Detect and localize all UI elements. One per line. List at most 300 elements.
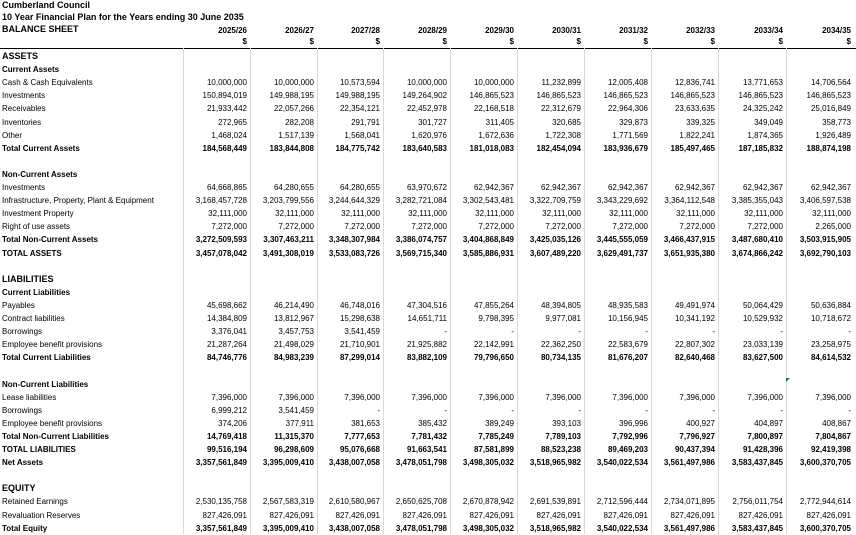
row-value: 1,722,308 [545,130,581,140]
row-value: 3,533,083,726 [328,248,380,258]
row-value: 15,298,638 [339,314,380,323]
table-row [0,325,856,338]
row-value: 374,206 [218,418,247,428]
table-row [0,509,856,522]
row-value: 22,057,266 [273,104,314,114]
row-value: 1,620,976 [411,130,447,140]
year-header: 2026/27 [285,26,314,35]
row-value: 1,874,365 [747,130,783,140]
row-value: 87,581,899 [473,445,514,454]
row-value: 7,396,000 [211,392,247,402]
table-row [0,495,856,508]
row-value: 25,016,849 [810,104,851,114]
row-value: 1,926,489 [815,130,851,140]
row-value: 88,523,238 [540,445,581,454]
table-row [0,286,856,299]
table-row [0,469,856,482]
row-value: 22,964,306 [607,104,648,114]
currency-header: $ [710,37,715,46]
table-row [0,456,856,469]
row-value: 3,561,497,986 [663,458,715,468]
row-value: 3,518,965,982 [529,523,581,533]
row-label: Receivables [2,104,46,114]
row-value: - [578,327,581,337]
row-value: 827,426,091 [603,510,648,520]
row-value: 3,692,790,103 [799,248,851,258]
row-label: Employee benefit provisions [2,340,103,350]
row-value: 3,561,497,986 [663,523,715,533]
row-value: 22,362,250 [540,340,581,350]
row-value: 89,469,203 [607,445,648,454]
row-value: 272,965 [218,117,247,127]
row-label: Investments [2,91,46,101]
currency-header: $ [375,37,380,46]
row-value: 182,454,094 [536,143,581,153]
row-value: 7,272,000 [344,222,380,232]
row-value: 10,718,672 [810,314,851,323]
row-value: 2,670,878,942 [462,497,514,507]
row-value: 404,897 [754,418,783,428]
table-row [0,207,856,220]
row-value: 2,530,135,758 [195,497,247,507]
row-value: 3,491,308,019 [262,248,314,258]
currency-header: $ [242,37,247,46]
row-value: 149,264,902 [402,91,447,101]
row-value: 7,272,000 [278,222,314,232]
row-value: 63,970,672 [406,183,447,192]
row-value: 48,394,805 [540,300,581,310]
row-value: 22,312,679 [540,104,581,114]
row-value: 22,452,978 [406,104,447,114]
row-value: - [578,405,581,415]
row-value: 62,942,367 [540,183,581,192]
row-value: 7,777,653 [344,431,380,441]
row-value: 83,627,500 [742,353,783,363]
row-value: 81,676,207 [607,353,648,363]
row-value: 3,540,022,534 [596,458,648,468]
table-row [0,116,856,129]
row-value: 2,610,580,967 [328,497,380,507]
table-row [0,233,856,246]
row-label: Infrastructure, Property, Plant & Equipment [2,196,154,206]
row-value: 95,076,668 [339,445,380,454]
row-value: 62,942,367 [810,183,851,192]
row-value: 311,405 [485,117,514,127]
table-row [0,378,856,391]
row-value: 3,498,305,032 [462,523,514,533]
row-value: 358,773 [822,117,851,127]
currency-header: $ [576,37,581,46]
row-value: 62,942,367 [607,183,648,192]
row-value: 187,185,832 [738,143,783,153]
row-value: 3,357,561,849 [195,458,247,468]
row-value: 7,396,000 [344,392,380,402]
row-value: 320,685 [552,117,581,127]
row-value: 21,710,901 [339,340,380,350]
row-value: 13,771,653 [742,78,783,88]
row-label: Total Current Assets [2,143,80,153]
row-value: 64,280,655 [273,183,314,192]
row-value: 79,796,650 [473,353,514,363]
row-value: - [780,327,783,337]
row-value: 21,287,264 [206,340,247,350]
row-value: 3,406,597,538 [799,196,851,206]
row-value: 146,865,523 [806,91,851,101]
row-label: Employee benefit provisions [2,418,103,428]
row-value: 14,769,418 [206,431,247,441]
row-value: 32,111,000 [676,209,715,219]
row-label: Lease liabilities [2,392,57,402]
row-value: 11,232,899 [541,78,581,88]
row-value: 827,426,091 [269,510,314,520]
row-value: 183,936,679 [603,143,648,153]
currency-header: $ [643,37,648,46]
row-value: 385,432 [418,418,447,428]
row-value: - [848,327,851,337]
row-label: Borrowings [2,327,43,337]
row-value: 7,272,000 [679,222,715,232]
row-label: Cash & Cash Equivalents [2,78,93,88]
year-header: 2030/31 [552,26,581,35]
row-value: 10,573,594 [339,78,380,88]
row-value: 3,607,489,220 [529,248,581,258]
row-label: Contract liabilities [2,314,65,323]
row-value: 24,325,242 [742,104,783,114]
row-value: 10,341,192 [674,314,715,323]
row-value: 185,497,465 [670,143,715,153]
row-value: 3,348,307,984 [328,235,380,245]
row-value: 21,925,882 [406,340,447,350]
row-value: 3,674,866,242 [731,248,783,258]
row-value: 3,487,680,410 [731,235,783,245]
row-value: - [712,327,715,337]
table-row [0,273,856,286]
row-value: 1,468,024 [211,130,247,140]
row-value: 7,396,000 [278,392,314,402]
row-value: 3,503,915,905 [799,235,851,245]
row-label: Current Liabilities [2,287,71,297]
row-value: 3,364,112,548 [664,196,715,206]
row-value: 21,933,442 [206,104,247,114]
row-value: 23,033,139 [742,340,783,350]
year-header: 2025/26 [218,26,247,35]
row-value: 21,498,029 [273,340,314,350]
row-value: 3,244,644,329 [328,196,380,206]
row-value: 291,791 [351,117,380,127]
row-value: 84,983,239 [273,353,314,363]
row-value: 3,203,799,556 [262,196,314,206]
statement-title: BALANCE SHEET [2,24,79,34]
row-value: 3,168,457,728 [195,196,247,206]
table-row [0,247,856,260]
year-header: 2027/28 [351,26,380,35]
table-row [0,220,856,233]
row-value: 3,478,051,798 [395,523,447,533]
row-value: 9,977,081 [545,314,581,323]
row-label: TOTAL LIABILITIES [2,445,76,454]
row-value: 11,315,370 [274,431,314,441]
row-value: - [848,405,851,415]
row-value: 329,873 [619,117,648,127]
row-value: 3,629,491,737 [596,248,648,258]
row-value: 146,865,523 [738,91,783,101]
row-value: 146,865,523 [469,91,514,101]
row-value: 62,942,367 [674,183,715,192]
row-value: 3,583,437,845 [731,523,783,533]
row-value: 827,426,091 [469,510,514,520]
year-header: 2032/33 [686,26,715,35]
table-row [0,299,856,312]
row-value: 48,935,583 [607,300,648,310]
row-value: 13,812,967 [273,314,314,323]
table-row [0,404,856,417]
row-value: 1,771,569 [612,130,648,140]
row-label: LIABILITIES [2,273,54,284]
row-value: 7,800,897 [747,431,783,441]
row-value: 3,445,555,059 [596,235,648,245]
row-value: 7,792,996 [612,431,648,441]
row-value: 1,822,241 [679,130,715,140]
row-value: 32,111,000 [744,209,783,219]
row-value: 3,438,007,058 [328,458,380,468]
row-value: - [444,405,447,415]
row-value: 7,396,000 [545,392,581,402]
row-value: 400,927 [686,418,715,428]
row-label: Borrowings [2,405,43,415]
row-label: EQUITY [2,483,36,494]
row-value: 1,517,139 [278,130,314,140]
row-value: - [511,405,514,415]
row-value: 3,302,543,481 [462,196,514,206]
row-value: 32,111,000 [341,209,380,219]
row-value: 3,385,355,043 [731,196,783,206]
row-value: 10,529,932 [742,314,783,323]
table-row [0,443,856,456]
row-value: 377,911 [285,418,314,428]
currency-header: $ [442,37,447,46]
table-row [0,63,856,76]
row-label: Total Equity [2,523,48,533]
row-value: 32,111,000 [542,209,581,219]
header-divider [0,48,856,49]
row-value: 14,651,711 [407,314,447,323]
row-value: 3,569,715,340 [395,248,447,258]
currency-header: $ [309,37,314,46]
row-value: 22,583,679 [607,340,648,350]
table-row [0,50,856,63]
row-value: 10,000,000 [273,78,314,88]
row-value: 45,698,662 [206,300,247,310]
row-value: 389,249 [485,418,514,428]
row-value: 23,258,975 [810,340,851,350]
row-value: 827,426,091 [806,510,851,520]
table-row [0,391,856,404]
row-value: 7,396,000 [478,392,514,402]
year-header: 2033/34 [754,26,783,35]
row-value: 62,942,367 [473,183,514,192]
table-row [0,482,856,495]
year-header: 2028/29 [418,26,447,35]
table-row [0,168,856,181]
row-value: 3,357,561,849 [195,523,247,533]
row-value: 9,798,395 [478,314,514,323]
row-label: Investments [2,183,46,192]
row-value: 32,111,000 [475,209,514,219]
row-value: - [780,405,783,415]
row-value: 183,844,808 [269,143,314,153]
row-value: 827,426,091 [202,510,247,520]
row-value: 50,064,429 [742,300,783,310]
row-value: 408,867 [822,418,851,428]
row-value: 90,437,394 [674,445,715,454]
row-value: 23,633,635 [674,104,715,114]
row-value: 7,796,927 [679,431,715,441]
row-value: 47,855,264 [473,300,514,310]
plan-title: 10 Year Financial Plan for the Years ending 30 June 2035 [2,12,244,22]
row-value: 62,942,367 [742,183,783,192]
row-label: Other [2,130,23,140]
row-value: 3,457,078,042 [195,248,247,258]
row-value: 22,354,121 [339,104,380,114]
row-value: 10,000,000 [406,78,447,88]
row-value: 3,585,886,931 [462,248,514,258]
row-value: - [511,327,514,337]
row-value: 64,668,865 [206,183,247,192]
row-value: 188,874,198 [806,143,851,153]
row-value: 84,614,532 [810,353,851,363]
table-row [0,181,856,194]
row-value: 50,636,884 [810,300,851,310]
row-value: 3,457,753 [278,327,314,337]
row-value: 282,208 [285,117,314,127]
row-value: 2,772,944,614 [799,497,851,507]
row-value: 12,005,408 [607,78,648,88]
row-value: 7,396,000 [747,392,783,402]
row-label: Total Non-Current Liabilities [2,431,109,441]
row-label: Revaluation Reserves [2,510,81,520]
row-label: TOTAL ASSETS [2,248,62,258]
year-header: 2029/30 [485,26,514,35]
row-label: Right of use assets [2,222,71,232]
table-row [0,76,856,89]
row-label: Current Assets [2,65,60,75]
row-label: Investment Property [2,209,74,219]
row-value: 3,651,935,380 [663,248,715,258]
row-value: 46,748,016 [339,300,380,310]
row-value: 1,568,041 [344,130,380,140]
row-value: - [444,327,447,337]
row-label: Non-Current Assets [2,169,78,179]
row-value: 184,775,742 [335,143,380,153]
row-value: 14,706,564 [810,78,851,88]
table-row [0,522,856,535]
council-name: Cumberland Council [2,0,91,10]
row-value: 22,168,518 [473,104,514,114]
table-row [0,338,856,351]
row-value: 7,272,000 [612,222,648,232]
row-value: 146,865,523 [603,91,648,101]
row-value: 393,103 [552,418,581,428]
row-value: 3,343,229,692 [596,196,648,206]
row-value: 7,272,000 [747,222,783,232]
row-value: 49,491,974 [674,300,715,310]
row-value: 7,396,000 [612,392,648,402]
row-value: - [645,405,648,415]
table-row [0,194,856,207]
table-row [0,430,856,443]
row-value: 396,996 [619,418,648,428]
row-value: 3,540,022,534 [596,523,648,533]
row-value: 84,746,776 [206,353,247,363]
row-value: 22,807,302 [674,340,715,350]
row-label: Retained Earnings [2,497,68,507]
table-row [0,102,856,115]
row-value: 3,395,009,410 [262,458,314,468]
row-value: 3,498,305,032 [462,458,514,468]
row-value: 7,396,000 [679,392,715,402]
row-value: 301,727 [418,117,447,127]
row-value: 184,568,449 [202,143,247,153]
row-value: 32,111,000 [408,209,447,219]
row-value: 3,307,463,211 [263,235,314,245]
row-value: 339,325 [686,117,715,127]
row-value: 2,265,000 [815,222,851,232]
row-value: 3,425,035,126 [529,235,581,245]
row-value: 10,000,000 [473,78,514,88]
row-value: - [645,327,648,337]
row-value: 7,804,867 [815,431,851,441]
row-value: 22,142,991 [473,340,514,350]
row-value: 91,428,396 [742,445,783,454]
table-row [0,364,856,377]
row-value: 2,734,071,895 [663,497,715,507]
row-value: 7,781,432 [411,431,447,441]
currency-header: $ [509,37,514,46]
row-value: 2,691,539,891 [529,497,581,507]
row-value: 82,640,468 [674,353,715,363]
row-value: 2,756,011,754 [732,497,783,507]
row-value: 14,384,809 [206,314,247,323]
row-value: 7,272,000 [478,222,514,232]
row-label: Total Non-Current Assets [2,235,99,245]
row-value: 32,111,000 [275,209,314,219]
currency-header: $ [846,37,851,46]
row-value: 150,894,019 [202,91,247,101]
row-value: 3,541,459 [344,327,380,337]
table-row [0,417,856,430]
row-value: 7,272,000 [545,222,581,232]
row-value: 92,419,398 [810,445,851,454]
row-value: 7,272,000 [211,222,247,232]
row-value: 827,426,091 [738,510,783,520]
row-value: 10,000,000 [206,78,247,88]
row-value: 381,653 [351,418,380,428]
row-value: 12,836,741 [674,78,715,88]
row-value: 349,049 [754,117,783,127]
row-value: 181,018,083 [469,143,514,153]
row-value: 96,298,609 [273,445,314,454]
currency-header: $ [778,37,783,46]
row-value: 827,426,091 [536,510,581,520]
row-label: Total Current Liabilities [2,353,91,363]
row-value: 3,282,721,084 [395,196,447,206]
table-row [0,312,856,325]
row-label: Non-Current Liabilities [2,379,89,389]
row-value: 1,672,636 [478,130,514,140]
row-value: 3,438,007,058 [328,523,380,533]
table-row [0,155,856,168]
row-value: 99,516,194 [206,445,247,454]
